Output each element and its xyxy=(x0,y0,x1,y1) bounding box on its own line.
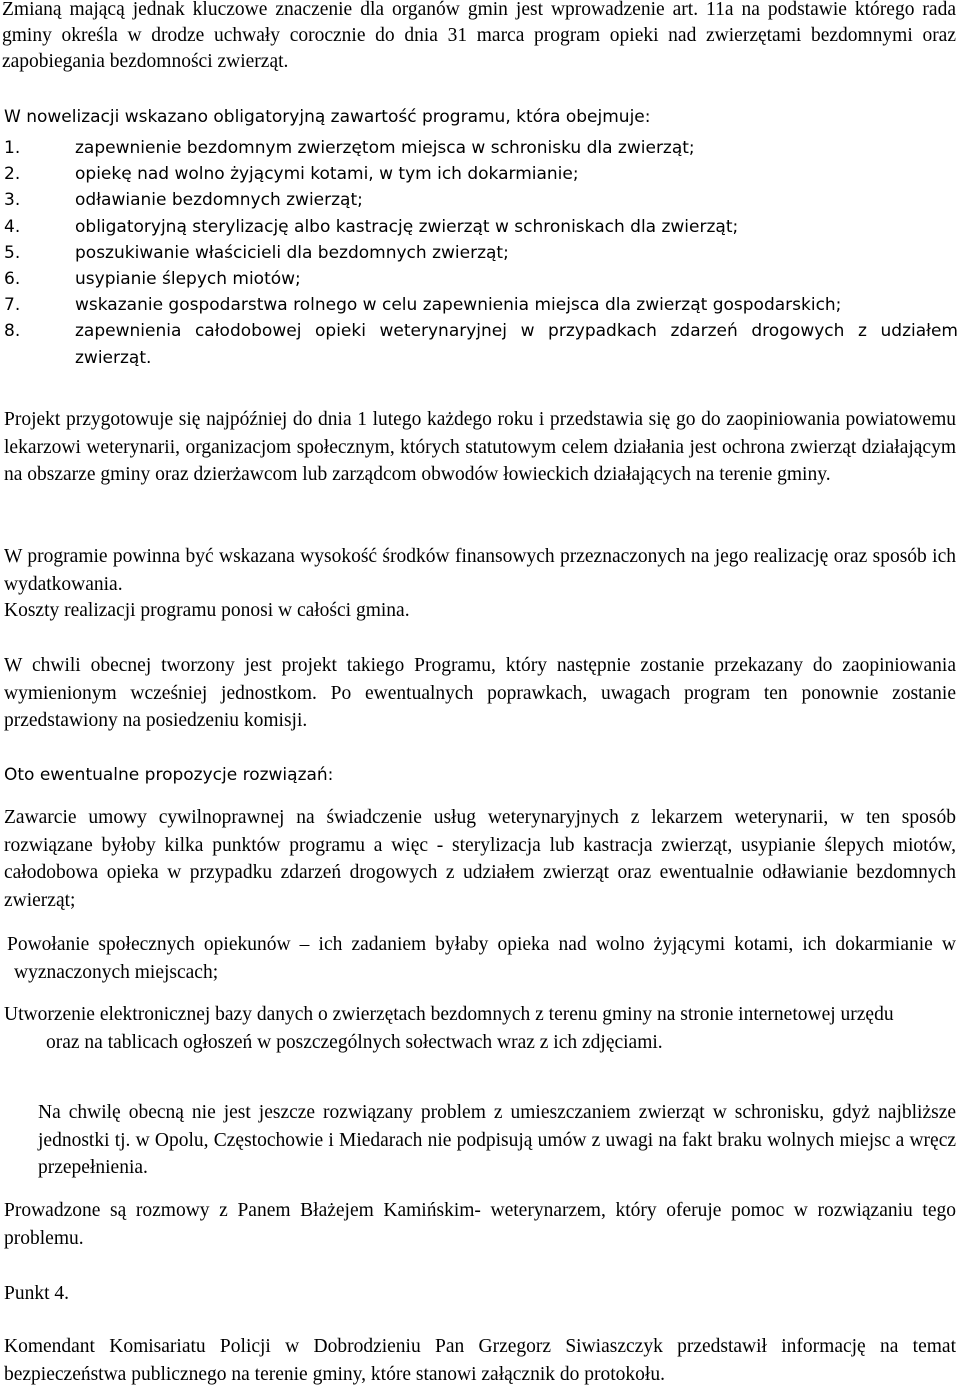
intro-paragraph: Zmianą mającą jednak kluczowe znaczenie dla organów gmin jest wprowadzenie art. 11a na podstawie którego rada gminy określa w drodze uchwały corocznie do dnia 31 marca program opieki nad zwierzętami bezdomnymi oraz zapobiegania bezdomności zwierząt. xyxy=(2,0,956,73)
list-item: 5. poszukiwanie właścicieli dla bezdomnych zwierząt; xyxy=(4,242,509,263)
paragraph-talks: Prowadzone są rozmowy z Panem Błażejem Kamińskim- weterynarzem, który oferuje pomoc w rozwiązaniu tego problemu. xyxy=(4,1200,956,1249)
paragraph-project-preparation: Projekt przygotowuje się najpóźniej do dnia 1 lutego każdego roku i przedstawia się go do zaopiniowania powiatowemu lekarzowi weterynarii, organizacjom społecznym, których statutowym celem działania jest ochrona zwierząt działającym na obszarze gminy oraz dzierżawcom lub zarządcom obwodów łowieckich działających na terenie gminy. xyxy=(4,409,956,485)
list-heading: W nowelizacji wskazano obligatoryjną zawartość programu, która obejmuje: xyxy=(4,107,651,127)
list-item: 4. obligatoryjną sterylizację albo kastrację zwierząt w schroniskach dla zwierząt; xyxy=(4,216,739,237)
paragraph-police-report: Komendant Komisariatu Policji w Dobrodzieniu Pan Grzegorz Siwiaszczyk przedstawił informację na temat bezpieczeństwa publicznego na terenie gminy, które stanowi załącznik do protokołu. xyxy=(4,1336,956,1385)
point-label: Punkt 4. xyxy=(4,1283,70,1304)
list-item: 6. usypianie ślepych miotów; xyxy=(4,269,301,290)
paragraph-costs: Koszty realizacji programu ponosi w całości gmina. xyxy=(4,600,410,621)
proposal-social-guardians: Powołanie społecznych opiekunów – ich zadaniem byłaby opieka nad wolno żyjącymi kotami, ich dokarmianie w wyznaczonych miejscach; xyxy=(7,934,956,983)
proposals-heading: Oto ewentualne propozycje rozwiązań: xyxy=(4,765,334,785)
list-item: 1. zapewnienie bezdomnym zwierzętom miejsca w schronisku dla zwierząt; xyxy=(4,138,695,158)
paragraph-current-status: W chwili obecnej tworzony jest projekt takiego Programu, który następnie zostanie przekazany do zaopiniowania wymienionym wcześniej jednostkom. Po ewentualnych poprawkach, uwagach program ten ponownie zostanie przedstawiony na posiedzeniu komisji. xyxy=(4,655,956,731)
list-item: 7. wskazanie gospodarstwa rolnego w celu zapewnienia miejsca dla zwierząt gospodarskich; xyxy=(4,295,842,316)
proposal-vet-contract: Zawarcie umowy cywilnoprawnej na świadczenie usług weterynaryjnych z lekarzem weterynarii, w ten sposób rozwiązane byłoby kilka punktów programu a więc - sterylizacja lub kastracja zwierząt, usypianie ślepych miotów, całodobowa opieka w przypadku zdarzeń drogowych z udziałem zwierząt oraz ewentualnie odławianie bezdomnych zwierząt; xyxy=(4,807,956,911)
paragraph-funds: W programie powinna być wskazana wysokość środków finansowych przeznaczonych na jego realizację oraz sposób ich wydatkowania. xyxy=(4,546,956,595)
list-item: 2. opiekę nad wolno żyjącymi kotami, w tym ich dokarmianie; xyxy=(4,164,579,185)
list-item: 8. zapewnienia całodobowej opieki weterynaryjnej w przypadkach zdarzeń drogowych z udziałem zwierząt. xyxy=(4,321,958,368)
program-content-list xyxy=(4,135,958,371)
paragraph-shelter-problem: Na chwilę obecną nie jest jeszcze rozwiązany problem z umieszczaniem zwierząt w schronisku, gdyż najbliższe jednostki tj. w Opolu, Częstochowie i Miedarach nie podpisują umów z uwagi na fakt braku wolnych miejsc a wręcz przepełnienia. xyxy=(38,1102,956,1178)
list-item: 3. odławianie bezdomnych zwierząt; xyxy=(4,190,363,211)
proposal-electronic-database: Utworzenie elektronicznej bazy danych o zwierzętach bezdomnych z terenu gminy na stronie internetowej urzędu oraz na tablicach ogłoszeń w poszczególnych sołectwach wraz z ich zdjęciami. xyxy=(4,1004,894,1053)
